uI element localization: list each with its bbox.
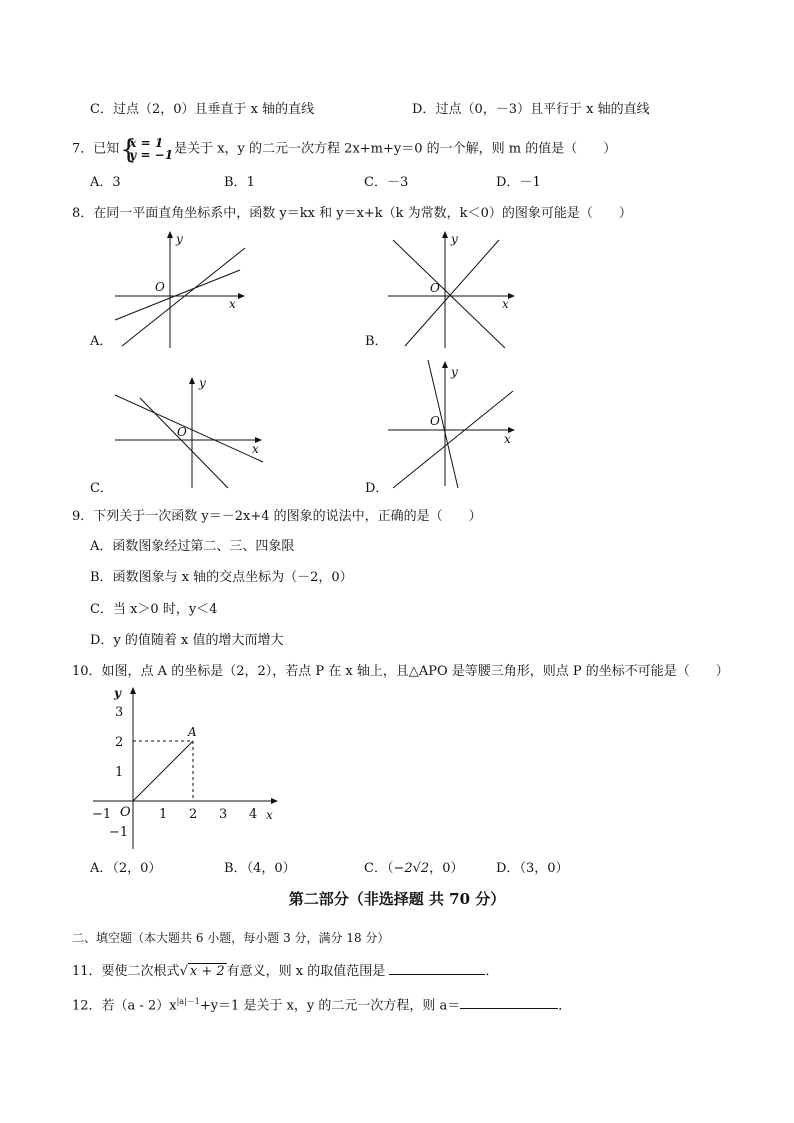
x-axis-label: x [229,297,236,311]
question-text: 如图，点 A 的坐标是（2，2），若点 P 在 x 轴上，且△APO 是等腰三角形，则点 P 的坐标不可能是（ ） [101,664,729,679]
equation-system [120,135,174,165]
q7-option-c: C．－3 [364,175,409,190]
origin-label: O [155,280,165,294]
q8-graph-b [383,228,543,353]
question-number: 12． [72,998,102,1014]
q8-option-a: A． [90,334,113,349]
q9-option-d: D．y 的值随着 x 值的增大而增大 [90,633,284,648]
question-text-pre: 已知 [93,141,120,157]
q8-graph-d [383,358,543,493]
question-8 [72,205,632,223]
q8-option-c: C． [90,481,113,496]
y-tick-label: 3 [115,705,124,720]
answer-blank[interactable] [460,994,558,1009]
math-expression: −2√2 [393,861,430,876]
graph-line [115,395,263,462]
q8-option-b: B． [365,334,388,349]
x-tick-label: 3 [219,807,228,822]
y-axis-label: y [451,365,458,379]
q10-option-a: A．（2，0） [90,861,162,876]
q8-option-d: D． [365,481,389,496]
question-9 [72,508,482,526]
q6-option-c [90,101,314,119]
q10-option-d: D．（3，0） [496,861,569,876]
system-row: x = 1 [129,136,164,150]
question-number: 11． [72,964,102,979]
x-axis-label: x [266,808,273,822]
x-axis-label: x [504,432,511,446]
q10-option-b: B．（4，0） [224,861,296,876]
q7-option-d: D．－1 [496,175,541,190]
y-axis-label: y [114,686,121,700]
graph-line [393,240,505,348]
q9-option-a: A．函数图象经过第二、三、四象限 [90,539,295,554]
question-number: 10． [72,664,102,679]
option-text: 过点（0，－3）且平行于 x 轴的直线 [435,102,650,117]
graph-line [122,248,245,346]
option-label: C． [90,102,113,117]
origin-label: O [177,425,187,439]
q8-graph-a [110,228,270,353]
q10-coordinate-graph [88,684,288,854]
x-axis-label: x [502,297,509,311]
system-row: y = −1 [129,148,174,162]
origin-label: O [430,281,440,295]
x-tick-label: 4 [249,807,258,822]
y-tick-label: −1 [109,825,129,840]
question-7 [72,135,617,165]
x-axis-label: x [252,442,259,456]
question-number: 7． [72,141,94,157]
y-axis-label: y [451,232,458,246]
x-tick-label: 2 [189,807,198,822]
q7-option-b: B．1 [224,175,255,190]
q9-option-c: C．当 x＞0 时，y＜4 [90,602,218,617]
y-tick-label: 1 [115,765,124,780]
q7-option-a: A．3 [90,175,121,190]
question-10 [72,663,729,681]
graph-line [393,391,513,488]
exponent: |a|－1 [176,997,200,1006]
origin-label: O [430,414,440,428]
radical-sign-icon: √ [179,964,188,979]
part-two-title: 第二部分（非选择题 共 70 分） [288,890,506,908]
x-tick-label: 1 [159,807,168,822]
question-text: 下列关于一次函数 y＝－2x+4 的图象的说法中，正确的是（ ） [93,509,482,524]
q10-option-c: C．（−2√2，0） [364,861,464,876]
graph-line [140,398,228,488]
y-tick-label: 2 [115,735,124,750]
segment-oa [133,741,193,801]
section-heading: 二、填空题（本大题共 6 小题，每小题 3 分，满分 18 分） [72,931,390,945]
brace-icon: { [120,135,137,165]
answer-blank[interactable] [389,960,485,975]
point-a-label: A [188,725,197,739]
option-label: D． [412,102,436,117]
question-number: 9． [72,509,94,524]
question-11: 11．要使二次根式√ x + 2 有意义，则 x 的取值范围是 ． [72,960,498,981]
sqrt-expression: √ x + 2 [179,964,225,979]
question-text: 在同一平面直角坐标系中，函数 y＝kx 和 y＝x+k（k 为常数，k＜0）的图象可能是（ ） [93,206,632,221]
y-axis-label: y [199,376,206,390]
question-12: 12．若$(a - 2)x^{|a|-1}+y=1$ 是关于 x，y 的二元一次方程，则 a＝ ． [72,993,571,1015]
origin-label: O [120,805,131,820]
question-number: 8． [72,206,94,221]
y-axis-label: y [176,232,183,246]
graph-line [405,240,499,346]
graph-line [115,270,240,320]
q8-graph-c [110,370,270,495]
option-text: 过点（2，0）且垂直于 x 轴的直线 [112,102,315,117]
q9-option-b: B．函数图象与 x 轴的交点坐标为（－2，0） [90,570,353,585]
q6-option-d [412,101,650,119]
question-text-post: 是关于 x，y 的二元一次方程 2x+m+y＝0 的一个解，则 m 的值是（ ） [174,141,617,157]
x-tick-label: −1 [92,807,112,822]
